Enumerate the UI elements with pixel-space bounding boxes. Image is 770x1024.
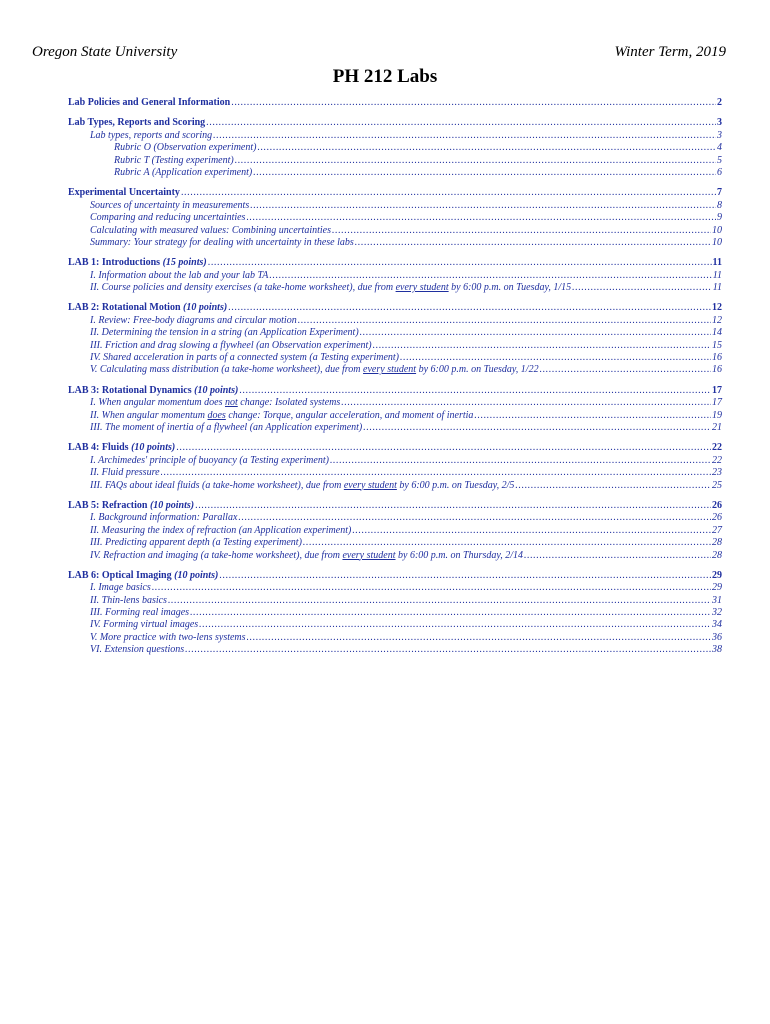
toc-subentry[interactable] [68,327,722,339]
toc-entry[interactable] [68,302,722,314]
toc-subentry-label: I. When angular momentum does not change: Isolated systems [90,397,341,409]
toc-entry[interactable] [68,97,722,109]
toc-entry-label: Experimental Uncertainty [68,187,180,199]
toc-subentry[interactable] [68,550,722,562]
toc-subentry[interactable] [68,525,722,537]
points-label: (10 points) [131,442,176,454]
emphasis-underline: every student [395,282,449,294]
toc-subentry-label: I. Background information: Parallax [90,512,238,524]
toc-page-number: 15 [712,339,722,351]
toc-subentry-label: IV. Forming virtual images [90,619,199,631]
toc-leader [213,130,716,142]
toc-entry[interactable] [68,117,722,129]
toc-subentry[interactable] [68,167,722,179]
toc-subentry[interactable] [68,595,722,607]
toc-page-number: 7 [717,187,722,199]
toc-subentry-label: Rubric A (Application experiment) [114,166,253,178]
toc-subentry[interactable] [68,397,722,409]
points-label: (10 points) [183,302,228,314]
emphasis-underline: does [207,409,226,421]
toc-subentry-label: III. Predicting apparent depth (a Testing experiment) [90,537,302,549]
toc-subentry[interactable] [68,270,722,282]
toc-section-lab4 [68,442,722,492]
toc-page-number: 3 [717,129,722,141]
toc-leader [474,410,711,422]
toc-subentry-label: I. Archimedes' principle of buoyancy (a Testing experiment) [90,454,329,466]
toc-entry-label: LAB 5: Refraction (10 points) [68,499,195,511]
toc-subentry[interactable] [68,455,722,467]
toc-entry[interactable] [68,500,722,512]
toc-leader [219,570,711,582]
toc-page-number: 23 [712,467,722,479]
toc-leader [168,595,711,607]
toc-page-number: 29 [712,569,722,581]
points-label: (10 points) [149,499,195,511]
toc-page-number: 14 [712,327,722,339]
points-label: (15 points) [162,257,207,269]
toc-subentry[interactable] [68,422,722,434]
toc-subentry-label: I. Information about the lab and your lab TA [90,269,269,281]
toc-subentry-label: Comparing and reducing uncertainties [90,212,246,224]
toc-subentry-label: II. Course policies and density exercises (a take-home worksheet), due from every student by 6:00 p.m. on Tuesday, 1/15 [90,282,572,294]
toc-subentry-label: II. Thin-lens basics [90,594,167,606]
toc-subentry[interactable] [68,607,722,619]
toc-subentry-label: Summary: Your strategy for dealing with uncertainty in these labs [90,236,354,248]
toc-page-number: 11 [712,257,722,269]
header-term: Winter Term, 2019 [614,44,726,60]
toc-leader [540,364,711,376]
toc-page-number: 36 [712,631,722,643]
toc-page-number: 5 [717,154,722,166]
toc-page-number: 12 [712,314,722,326]
toc-subentry-label: Lab types, reports and scoring [90,129,213,141]
toc-section-lab1 [68,257,722,294]
toc-section-uncertainty [68,187,722,249]
toc-page-number: 8 [717,199,722,211]
toc-subentry-label: V. More practice with two-lens systems [90,631,246,643]
toc-leader [152,582,711,594]
toc-subentry-label: Rubric T (Testing experiment) [114,154,234,166]
toc-entry[interactable] [68,385,722,397]
toc-page-number: 16 [712,364,722,376]
toc-entry-label: LAB 2: Rotational Motion (10 points) [68,302,228,314]
toc-page-number: 22 [712,454,722,466]
toc-subentry[interactable] [68,340,722,352]
toc-subentry[interactable] [68,225,722,237]
toc-entry-label: LAB 1: Introductions (15 points) [68,257,207,269]
toc-subentry-label: IV. Shared acceleration in parts of a connected system (a Testing experiment) [90,352,400,364]
toc-leader [208,257,712,269]
toc-page-number: 3 [717,117,722,129]
table-of-contents [68,97,722,665]
toc-subentry-label: III. FAQs about ideal fluids (a take-home worksheet), due from every student by 6:00 p.m. on Tuesday, 2/5 [90,479,515,491]
toc-page-number: 11 [712,282,722,294]
toc-leader [269,270,711,282]
toc-leader [298,315,711,327]
toc-page-number: 4 [717,142,722,154]
toc-page-number: 28 [712,549,722,561]
toc-subentry-label: Rubric O (Observation experiment) [114,142,257,154]
toc-subentry-label: VI. Extension questions [90,644,185,656]
toc-subentry[interactable] [68,282,722,294]
toc-leader [238,512,711,524]
toc-leader [199,619,711,631]
toc-subentry-label: II. Determining the tension in a string (an Application Experiment) [90,327,359,339]
toc-page-number: 21 [712,421,722,433]
toc-section-lab5 [68,500,722,562]
toc-page-number: 17 [712,384,722,396]
toc-subentry[interactable] [68,619,722,631]
toc-entry-label: LAB 4: Fluids (10 points) [68,442,176,454]
toc-subentry-label: III. Friction and drag slowing a flywheel (an Observation experiment) [90,339,372,351]
toc-subentry[interactable] [68,480,722,492]
toc-leader [400,352,711,364]
toc-page-number: 34 [712,619,722,631]
toc-subentry-label: IV. Refraction and imaging (a take-home worksheet), due from every student by 6:00 p.m. on Thursday, 2/14 [90,549,523,561]
toc-subentry[interactable] [68,130,722,142]
toc-leader [190,607,711,619]
toc-leader [176,442,711,454]
toc-page-number: 32 [712,607,722,619]
toc-entry-label: Lab Types, Reports and Scoring [68,117,206,129]
page-title: PH 212 Labs [332,66,438,87]
toc-leader [373,340,711,352]
toc-leader [195,500,711,512]
toc-subentry[interactable] [68,237,722,249]
toc-entry-label: LAB 3: Rotational Dynamics (10 points) [68,384,239,396]
toc-subentry[interactable] [68,632,722,644]
toc-page-number: 25 [712,479,722,491]
toc-section-policies [68,97,722,109]
toc-subentry[interactable] [68,410,722,422]
emphasis-underline: not [224,397,238,409]
toc-page-number: 26 [712,499,722,511]
toc-page-number: 26 [712,512,722,524]
toc-leader [228,302,711,314]
toc-subentry[interactable] [68,200,722,212]
toc-page-number: 9 [717,212,722,224]
toc-page-number: 31 [712,594,722,606]
toc-leader [332,225,711,237]
toc-subentry-label: II. Measuring the index of refraction (an Application experiment) [90,524,352,536]
toc-section-lab3 [68,385,722,435]
emphasis-underline: every student [363,364,417,376]
toc-page-number: 28 [712,537,722,549]
toc-leader [250,200,716,212]
toc-subentry[interactable] [68,155,722,167]
toc-page-number: 10 [712,224,722,236]
toc-page-number: 10 [712,236,722,248]
toc-leader [181,187,716,199]
toc-leader [246,212,716,224]
toc-subentry-label: I. Image basics [90,582,151,594]
toc-subentry-label: II. When angular momentum does change: Torque, angular acceleration, and moment of inertia [90,409,474,421]
toc-leader [231,97,716,109]
toc-subentry[interactable] [68,142,722,154]
toc-subentry[interactable] [68,512,722,524]
toc-leader [303,537,711,549]
toc-page-number: 6 [717,166,722,178]
toc-entry[interactable] [68,570,722,582]
toc-entry-label: LAB 6: Optical Imaging (10 points) [68,569,219,581]
toc-subentry-label: Calculating with measured values: Combining uncertainties [90,224,331,236]
toc-leader [352,525,711,537]
toc-leader [235,155,716,167]
toc-subentry[interactable] [68,582,722,594]
toc-page-number: 27 [712,524,722,536]
toc-entry[interactable] [68,187,722,199]
toc-page-number: 38 [712,644,722,656]
toc-entry-label: Lab Policies and General Information [68,97,231,108]
toc-leader [257,142,716,154]
emphasis-underline: every student [343,479,397,491]
toc-page-number: 22 [712,442,722,454]
toc-page-number: 29 [712,582,722,594]
toc-page-number: 2 [717,97,722,108]
toc-page-number: 19 [712,409,722,421]
toc-section-lab2 [68,302,722,376]
toc-subentry[interactable] [68,364,722,376]
toc-leader [253,167,716,179]
toc-subentry[interactable] [68,644,722,656]
toc-subentry[interactable] [68,315,722,327]
toc-entry[interactable] [68,442,722,454]
toc-leader [341,397,711,409]
toc-section-lab-types [68,117,722,179]
toc-subentry-label: II. Fluid pressure [90,467,160,479]
toc-page-number: 11 [712,269,722,281]
points-label: (10 points) [174,569,219,581]
toc-subentry[interactable] [68,352,722,364]
toc-leader [247,632,711,644]
toc-leader [524,550,711,562]
toc-page-number: 17 [712,397,722,409]
toc-leader [355,237,711,249]
toc-entry[interactable] [68,257,722,269]
toc-subentry-label: Sources of uncertainty in measurements [90,199,250,211]
toc-leader [363,422,711,434]
toc-subentry-label: V. Calculating mass distribution (a take-home worksheet), due from every student by 6:00 p.m. on Tuesday, 1/22 [90,364,539,376]
toc-leader [185,644,711,656]
header-institution: Oregon State University [32,44,178,60]
toc-section-lab6 [68,570,722,657]
toc-leader [360,327,711,339]
toc-page-number: 16 [712,352,722,364]
toc-subentry[interactable] [68,212,722,224]
toc-leader [330,455,711,467]
toc-subentry-label: I. Review: Free-body diagrams and circular motion [90,314,297,326]
points-label: (10 points) [194,384,239,396]
toc-leader [206,117,716,129]
toc-leader [515,480,711,492]
toc-subentry-label: III. Forming real images [90,607,190,619]
toc-leader [239,385,711,397]
toc-subentry[interactable] [68,467,722,479]
toc-page-number: 12 [712,302,722,314]
toc-leader [572,282,712,294]
emphasis-underline: every student [342,549,396,561]
toc-leader [161,467,711,479]
toc-subentry[interactable] [68,537,722,549]
toc-subentry-label: III. The moment of inertia of a flywheel (an Application experiment) [90,421,363,433]
